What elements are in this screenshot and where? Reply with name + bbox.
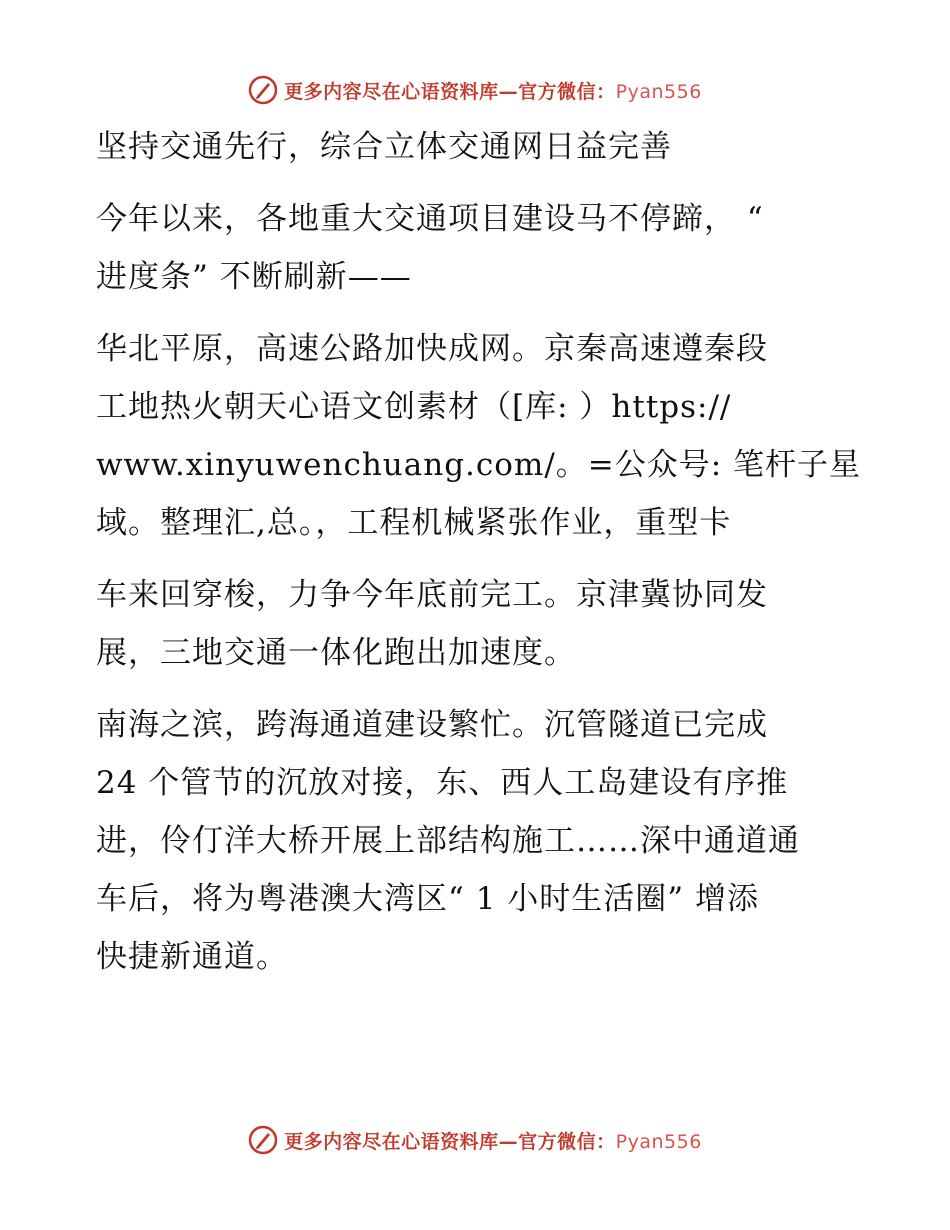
text-line: 工地热火朝天心语文创素材（[库: ）https:// [96, 389, 732, 425]
header-banner-text: 更多内容尽在心语资料库—官方微信：Pyan556 [284, 80, 702, 103]
document-heading: 坚持交通先行，综合立体交通网日益完善 [96, 129, 672, 165]
text-line: 24 个管节的沉放对接，东、西人工岛建设有序推 [96, 765, 789, 801]
paragraph-4 [96, 696, 866, 986]
text-line: 车来回穿梭，力争今年底前完工。京津冀协同发 [96, 577, 768, 613]
footer-banner [0, 1120, 950, 1160]
quill-logo-icon [248, 75, 278, 105]
text-line: 进，伶仃洋大桥开展上部结构施工……深中通道通 [96, 823, 800, 859]
document-body [96, 118, 866, 986]
paragraph-1 [96, 190, 866, 306]
text-line: 进度条” 不断刷新—— [96, 259, 412, 295]
text-line: 南海之滨，跨海通道建设繁忙。沉管隧道已完成 [96, 707, 768, 743]
text-line: 展，三地交通一体化跑出加速度。 [96, 635, 576, 671]
header-banner [0, 70, 950, 110]
header-banner-handle: Pyan556 [615, 80, 702, 103]
text-line: 快捷新通道。 [96, 939, 288, 975]
text-line: 车后，将为粤港澳大湾区“ 1 小时生活圈” 增添 [96, 881, 759, 917]
paragraph-2 [96, 320, 866, 552]
footer-banner-handle: Pyan556 [615, 1130, 702, 1153]
text-line: www.xinyuwenchuang.com/。=公众号: 笔杆子星 [96, 447, 862, 483]
text-line: 域。整理汇,总。，工程机械紧张作业，重型卡 [96, 505, 732, 541]
quill-logo-icon [248, 1125, 278, 1155]
paragraph-3 [96, 566, 866, 682]
text-line: 华北平原，高速公路加快成网。京秦高速遵秦段 [96, 331, 768, 367]
text-line: 今年以来，各地重大交通项目建设马不停蹄， “ [96, 201, 764, 237]
footer-banner-text: 更多内容尽在心语资料库—官方微信：Pyan556 [284, 1130, 702, 1153]
